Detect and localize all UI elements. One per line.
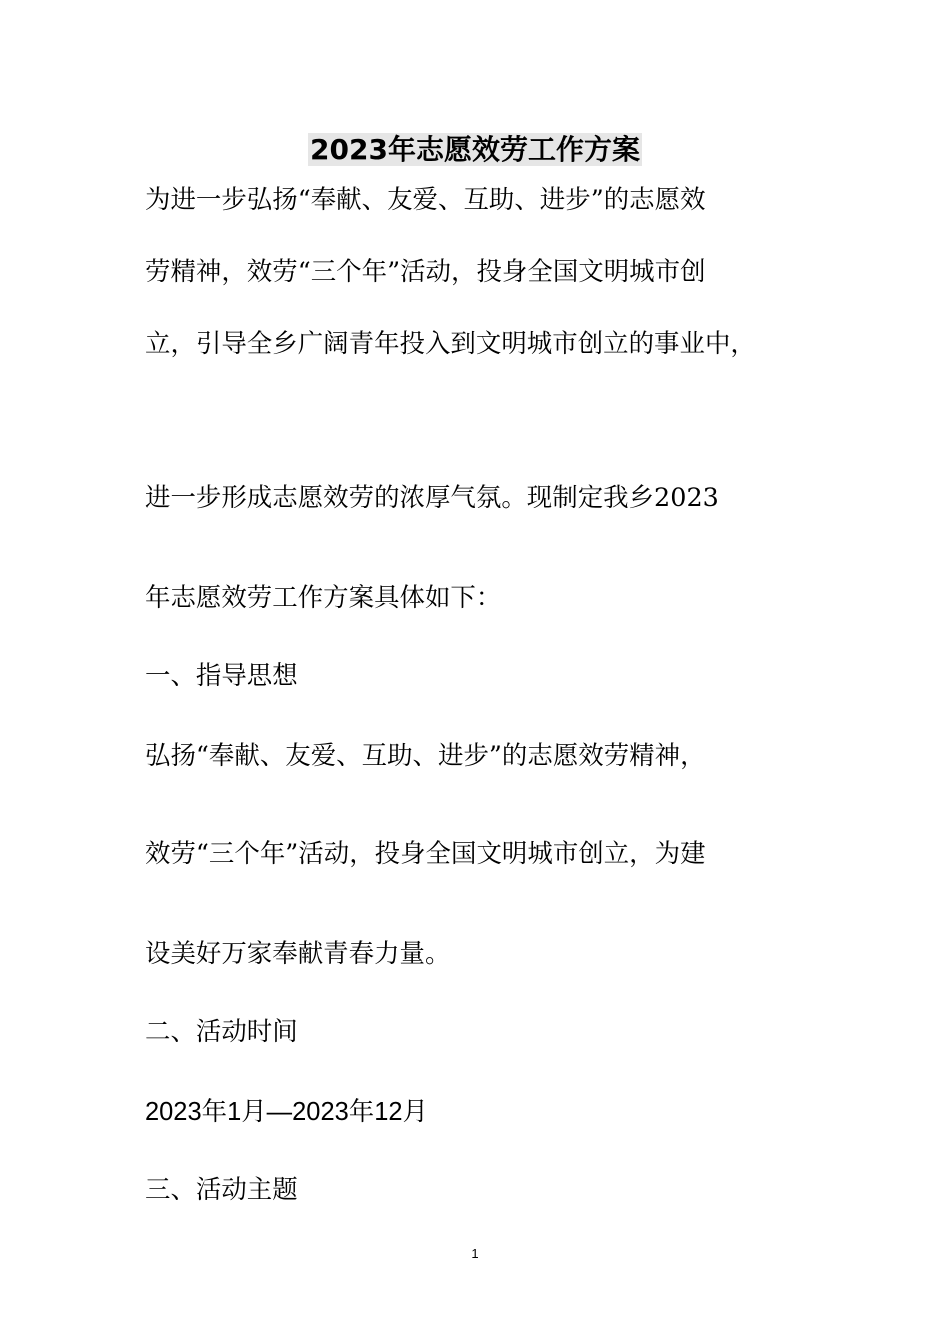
section-heading: 一、指导思想	[145, 661, 298, 691]
section-heading: 三、活动主题	[145, 1175, 298, 1205]
document-title	[0, 128, 950, 172]
paragraph-line: 年志愿效劳工作方案具体如下：	[145, 583, 502, 613]
paragraph-line: 弘扬“奉献、友爱、互助、进步”的志愿效劳精神，	[145, 741, 706, 771]
document-title-text: 2023年志愿效劳工作方案	[310, 133, 640, 166]
activity-period: 2023年1月—2023年12月	[145, 1098, 428, 1126]
page-number: 1	[471, 1246, 479, 1261]
paragraph-line: 劳精神，效劳“三个年”活动，投身全国文明城市创	[145, 257, 706, 287]
paragraph-line: 设美好万家奉献青春力量。	[145, 939, 451, 969]
paragraph-line: 进一步形成志愿效劳的浓厚气氛。现制定我乡2023	[145, 483, 719, 513]
paragraph-line: 为进一步弘扬“奉献、友爱、互助、进步”的志愿效	[145, 185, 706, 215]
section-heading: 二、活动时间	[145, 1017, 298, 1047]
paragraph-line: 立，引导全乡广阔青年投入到文明城市创立的事业中，	[145, 329, 756, 359]
paragraph-line: 效劳“三个年”活动，投身全国文明城市创立，为建	[145, 839, 706, 869]
